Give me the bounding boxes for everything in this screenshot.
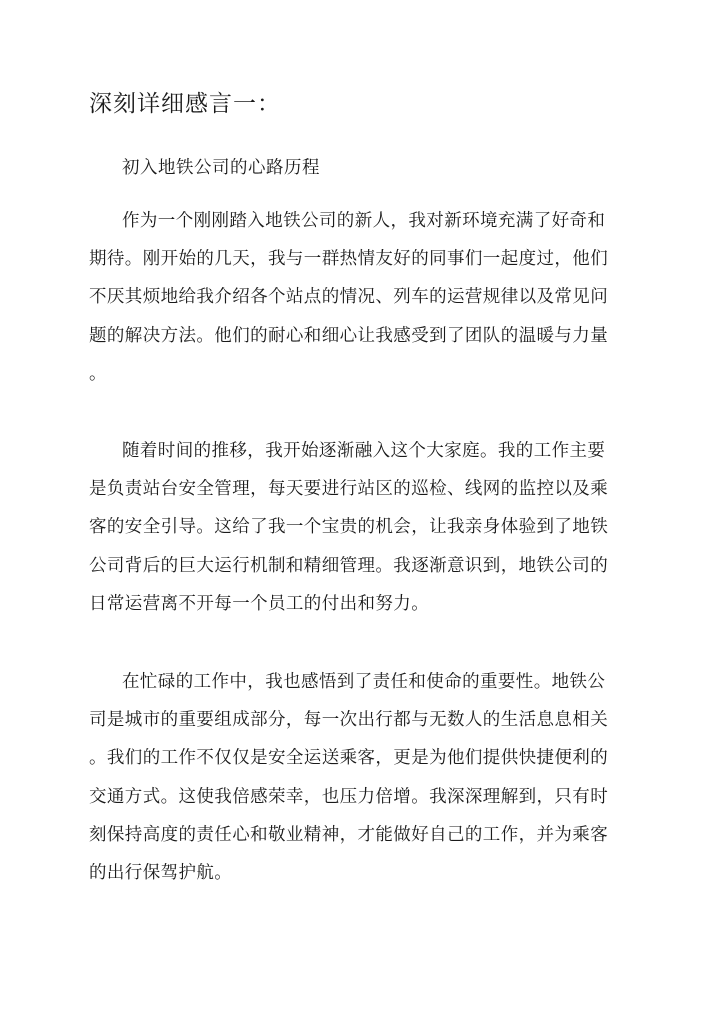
paragraph-line: 作为一个刚刚踏入地铁公司的新人，我对新环境充满了好奇和 [122, 211, 606, 231]
document-title: 深刻详细感言一： [89, 91, 281, 117]
section-subtitle: 初入地铁公司的心路历程 [122, 158, 320, 178]
paragraph-line: 日常运营离不开每一个员工的付出和努力。 [89, 593, 430, 614]
paragraph-1 [89, 202, 644, 393]
paragraph-line: 。 [89, 363, 107, 384]
paragraph-line: 客的安全引导。这给了我一个宝贵的机会，让我亲身体验到了地铁 [89, 517, 609, 538]
paragraph-line: 不厌其烦地给我介绍各个站点的情况、列车的运营规律以及常见问 [89, 287, 609, 308]
paragraph-line: 司是城市的重要组成部分，每一次出行都与无数人的生活息息相关 [89, 710, 609, 731]
paragraph-line: 期待。刚开始的几天，我与一群热情友好的同事们一起度过，他们 [89, 249, 609, 270]
paragraph-line: 的出行保驾护航。 [89, 863, 233, 884]
paragraph-line: 刻保持高度的责任心和敬业精神，才能做好自己的工作，并为乘客 [89, 824, 609, 845]
paragraph-line: 随着时间的推移，我开始逐渐融入这个大家庭。我的工作主要 [122, 441, 606, 461]
paragraph-3 [89, 663, 644, 892]
paragraph-line: 在忙碌的工作中，我也感悟到了责任和使命的重要性。地铁公 [122, 672, 606, 692]
paragraph-line: 公司背后的巨大运行机制和精细管理。我逐渐意识到，地铁公司的 [89, 555, 609, 576]
paragraph-line: 交通方式。这使我倍感荣幸，也压力倍增。我深深理解到，只有时 [89, 786, 609, 807]
paragraph-line: 题的解决方法。他们的耐心和细心让我感受到了团队的温暖与力量 [89, 325, 609, 346]
paragraph-line: 。我们的工作不仅仅是安全运送乘客，更是为他们提供快捷便利的 [89, 748, 609, 769]
paragraph-line: 是负责站台安全管理，每天要进行站区的巡检、线网的监控以及乘 [89, 479, 609, 500]
paragraph-2 [89, 432, 644, 623]
